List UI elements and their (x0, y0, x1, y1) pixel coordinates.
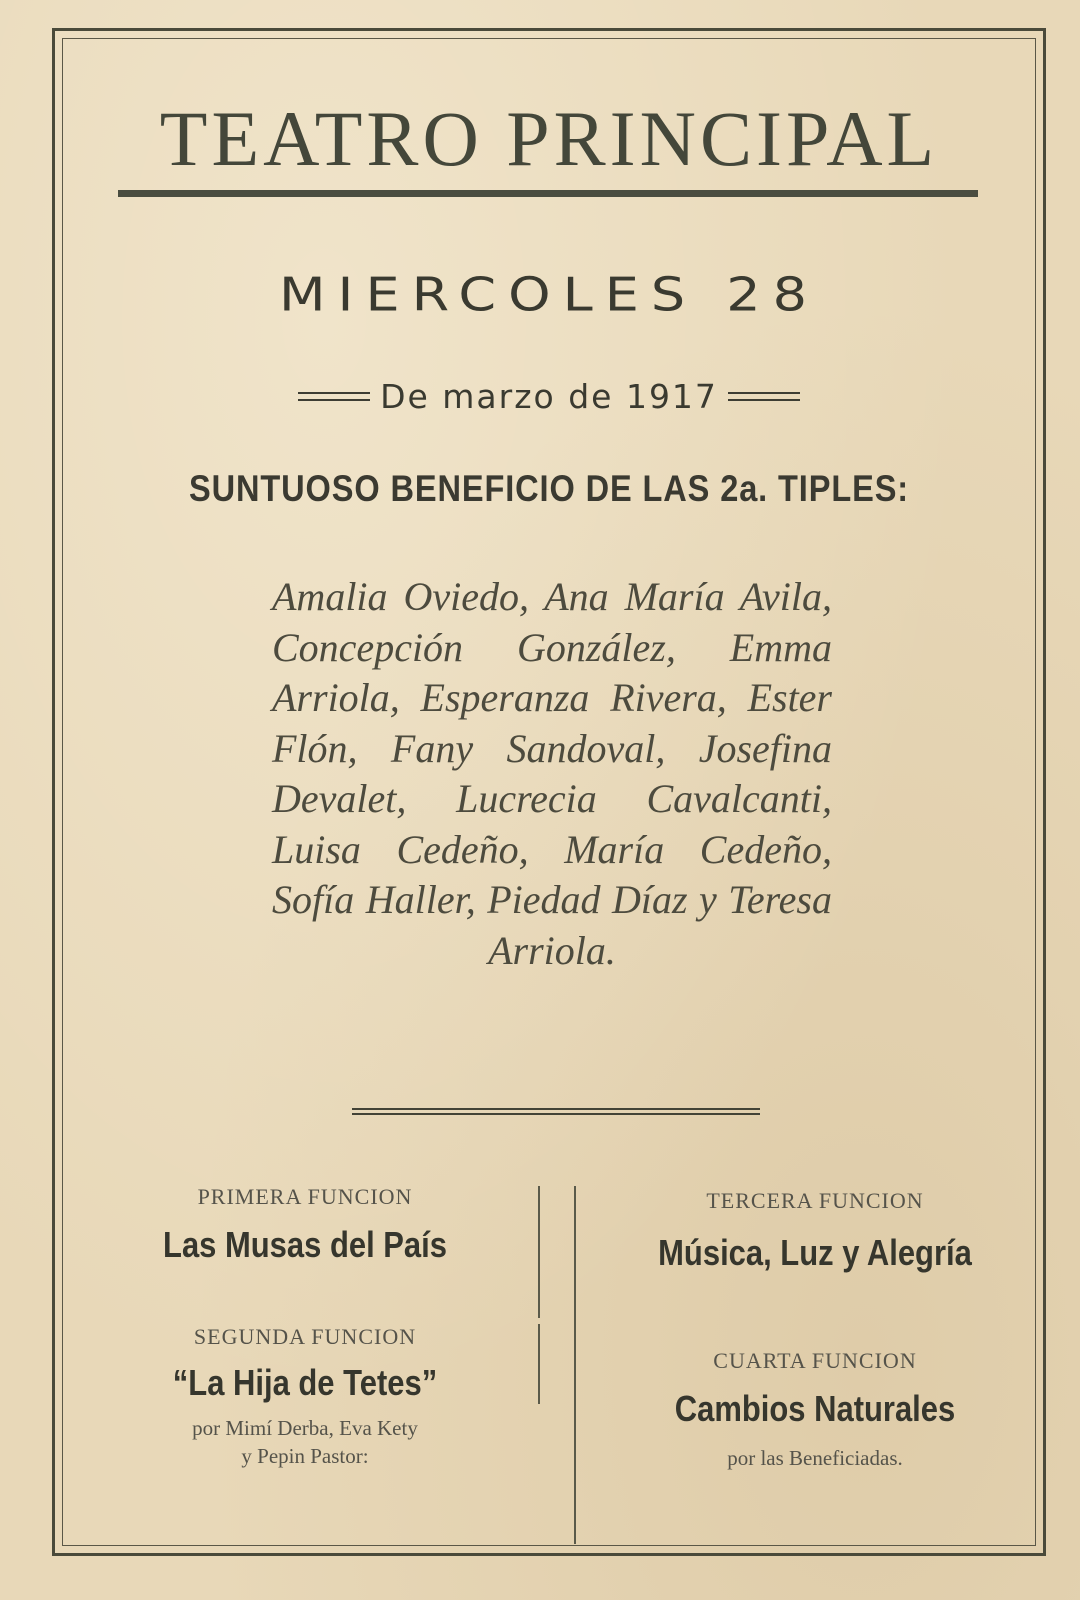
poster-day: MIERCOLES 28 (278, 267, 820, 322)
first-function-play: Las Musas del País (163, 1224, 447, 1265)
poster-subtitle: SUNTUOSO BENEFICIO DE LAS 2a. TIPLES: (188, 468, 910, 509)
third-function (600, 1188, 1030, 1274)
second-function-play: “La Hija de Tetes” (172, 1362, 438, 1403)
column-divider-left-top (538, 1186, 540, 1318)
section-divider (352, 1108, 760, 1115)
fourth-function-cast: por las Beneficiadas. (727, 1446, 903, 1470)
poster-title: TEATRO PRINCIPAL (159, 95, 939, 182)
second-function (100, 1324, 510, 1470)
first-function-label: PRIMERA FUNCION (197, 1184, 413, 1209)
date-dash-left (298, 392, 370, 401)
date-dash-right (728, 392, 800, 401)
date-line (62, 374, 1036, 418)
second-function-cast-line1: por Mimí Derba, Eva Kety (192, 1416, 418, 1440)
fourth-function (600, 1348, 1030, 1472)
column-divider-right (574, 1186, 576, 1544)
first-function (100, 1184, 510, 1266)
second-function-cast-line2: y Pepin Pastor: (241, 1444, 369, 1468)
third-function-play: Música, Luz y Alegría (658, 1232, 972, 1273)
column-divider-left-bottom (538, 1324, 540, 1404)
beneficiaries-names: Amalia Oviedo, Ana María Avila, Concepción González, Emma Arriola, Esperanza Rivera, Ester Flón, Fany Sandoval, Josefina Devalet, Lucrecia Cavalcanti, Luisa Cedeño, María Cedeño, Sofía Haller, Piedad Díaz y Teresa Arriola. (272, 574, 832, 973)
poster-date: De marzo de 1917 (380, 376, 718, 416)
fourth-function-label: CUARTA FUNCION (713, 1348, 917, 1373)
second-function-label: SEGUNDA FUNCION (193, 1324, 417, 1349)
fourth-function-play: Cambios Naturales (674, 1388, 956, 1429)
title-underline (118, 190, 978, 197)
third-function-label: TERCERA FUNCION (706, 1188, 924, 1213)
